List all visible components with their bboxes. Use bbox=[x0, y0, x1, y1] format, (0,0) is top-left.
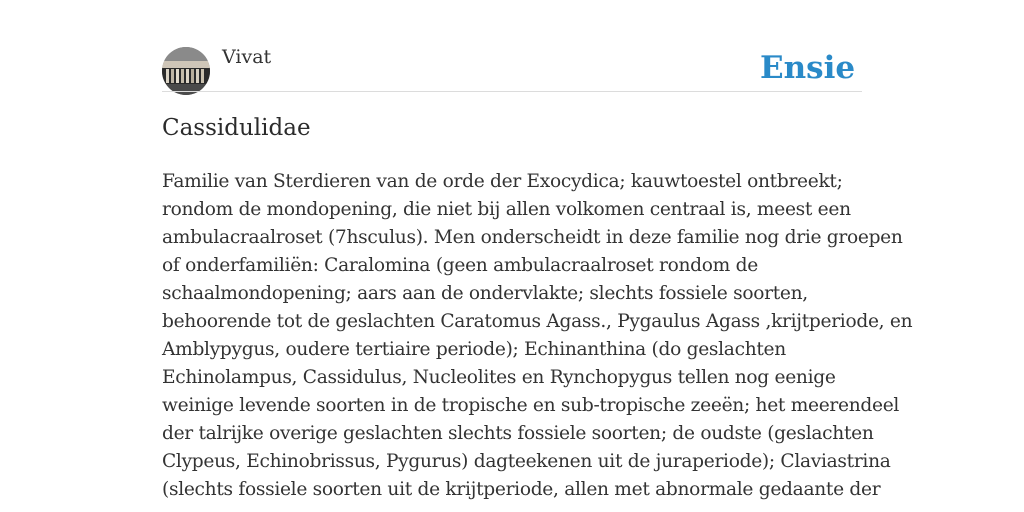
article-body-line: behoorende tot de geslachten Caratomus Agass., Pygaulus Agass ,krijtperiode, en bbox=[162, 311, 913, 332]
article-body-line: Echinolampus, Cassidulus, Nucleolites en Rynchopygus tellen nog eenige bbox=[162, 367, 836, 388]
article-body-line: of onderfamiliën: Caralomina (geen ambulacraalroset rondom de bbox=[162, 255, 758, 276]
bookshelf-photo-icon bbox=[162, 47, 210, 95]
article-body-line: weinige levende soorten in de tropische en sub-tropische zeeën; het meerendeel bbox=[162, 395, 900, 416]
article-body-line: (slechts fossiele soorten uit de krijtperiode, allen met abnormale gedaante der bbox=[162, 479, 881, 500]
article-body-line: Familie van Sterdieren van de orde der Exocydica; kauwtoestel ontbreekt; bbox=[162, 171, 843, 192]
article-body-line: rondom de mondopening, die niet bij allen volkomen centraal is, meest een bbox=[162, 199, 851, 220]
article-title: Cassidulidae bbox=[162, 115, 311, 141]
article-body bbox=[162, 168, 913, 504]
source-name[interactable]: Vivat bbox=[222, 46, 272, 68]
brand-logo[interactable]: Ensie bbox=[760, 50, 856, 86]
article-body-line: ambulacraalroset (7hsculus). Men onderscheidt in deze familie nog drie groepen bbox=[162, 227, 903, 248]
source-avatar[interactable] bbox=[162, 47, 210, 95]
header-divider bbox=[162, 91, 862, 92]
article-body-line: Clypeus, Echinobrissus, Pygurus) dagteekenen uit de juraperiode); Claviastrina bbox=[162, 451, 891, 472]
article-body-line: Amblypygus, oudere tertiaire periode); Echinanthina (do geslachten bbox=[162, 339, 786, 360]
article-body-line: der talrijke overige geslachten slechts fossiele soorten; de oudste (geslachten bbox=[162, 423, 874, 444]
article-body-line: schaalmondopening; aars aan de ondervlakte; slechts fossiele soorten, bbox=[162, 283, 808, 304]
